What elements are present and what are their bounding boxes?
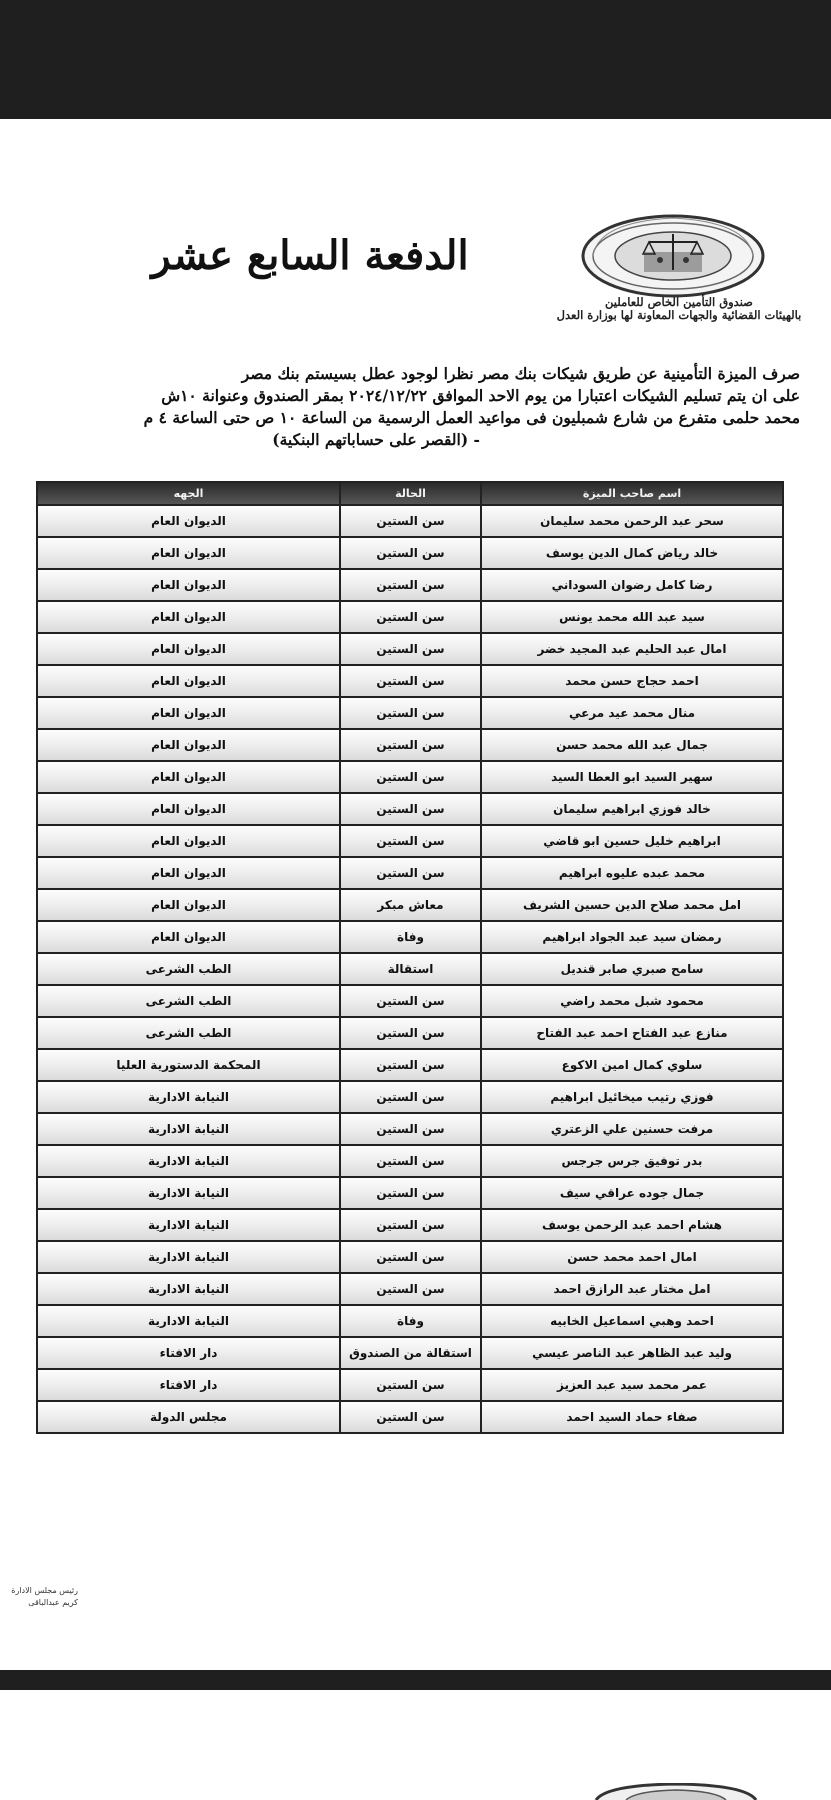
cell-name: احمد حجاج حسن محمد [481,665,783,697]
table-row [37,537,783,569]
announcement-text [30,363,800,451]
table-row [37,953,783,985]
cell-name: خالد فوزي ابراهيم سليمان [481,793,783,825]
cell-status: سن الستين [340,1209,481,1241]
cell-status: سن الستين [340,793,481,825]
cell-name: جمال عبد الله محمد حسن [481,729,783,761]
cell-name: صفاء حماد السيد احمد [481,1401,783,1433]
table-row [37,857,783,889]
header-status: الحالة [340,482,481,505]
cell-name: هشام احمد عبد الرحمن يوسف [481,1209,783,1241]
cell-name: امال احمد محمد حسن [481,1241,783,1273]
table-row [37,1113,783,1145]
cell-status: سن الستين [340,1177,481,1209]
cell-entity: المحكمة الدستورية العليا [37,1049,340,1081]
cell-name: ابراهيم خليل حسين ابو قاضي [481,825,783,857]
cell-name: امل مختار عبد الرازق احمد [481,1273,783,1305]
cell-entity: الديوان العام [37,729,340,761]
cell-status: سن الستين [340,1401,481,1433]
cell-entity: النيابة الادارية [37,1209,340,1241]
cell-entity: دار الافتاء [37,1369,340,1401]
cell-status: سن الستين [340,1273,481,1305]
cell-entity: الطب الشرعى [37,953,340,985]
cell-name: عمر محمد سيد عبد العزيز [481,1369,783,1401]
cell-name: فوزي رتيب ميخائيل ابراهيم [481,1081,783,1113]
cell-status: سن الستين [340,601,481,633]
announcement-line-2: على ان يتم تسليم الشيكات اعتبارا من يوم الاحد الموافق ٢٠٢٤/١٢/٢٢ بمقر الصندوق وعنوانة ١٠ش [161,386,800,405]
cell-entity: الديوان العام [37,761,340,793]
cell-name: منازع عبد الفتاح احمد عبد الفتاح [481,1017,783,1049]
cell-status: استقالة [340,953,481,985]
fund-name-line2: بالهيئات القضائية والجهات المعاونة لها بوزارة العدل [556,308,802,322]
cell-name: جمال جوده عراقي سيف [481,1177,783,1209]
announcement-line-1: صرف الميزة التأمينية عن طريق شيكات بنك مصر نظرا لوجود عطل بسيستم بنك مصر [241,364,800,383]
cell-entity: الديوان العام [37,601,340,633]
table-row [37,1209,783,1241]
cell-entity: دار الافتاء [37,1337,340,1369]
table-row [37,1305,783,1337]
announcement-line-3: محمد حلمى متفرع من شارع شمبليون فى مواعيد العمل الرسمية من الساعة ١٠ ص حتى الساعة ٤ م [143,408,800,427]
cell-entity: النيابة الادارية [37,1241,340,1273]
cell-status: سن الستين [340,1017,481,1049]
cell-entity: النيابة الادارية [37,1305,340,1337]
cell-name: مرفت حسنين علي الزعتري [481,1113,783,1145]
table-row [37,1337,783,1369]
cell-name: سلوي كمال امين الاكوع [481,1049,783,1081]
beneficiaries-table [36,481,784,1434]
table-row [37,601,783,633]
page-separator-band [0,1670,831,1690]
table-row [37,1369,783,1401]
cell-name: امال عبد الحليم عبد المجيد خضر [481,633,783,665]
table-row [37,697,783,729]
table-row [37,1017,783,1049]
table-row [37,1241,783,1273]
table-row [37,569,783,601]
cell-status: سن الستين [340,697,481,729]
cell-status: سن الستين [340,1369,481,1401]
cell-entity: الديوان العام [37,921,340,953]
table-row [37,1177,783,1209]
cell-entity: النيابة الادارية [37,1177,340,1209]
cell-name: محمد عبده عليوه ابراهيم [481,857,783,889]
signature-block [8,1585,78,1609]
cell-entity: الديوان العام [37,633,340,665]
table-row [37,825,783,857]
cell-name: سامح صبري صابر قنديل [481,953,783,985]
cell-name: وليد عبد الظاهر عبد الناصر عيسي [481,1337,783,1369]
cell-entity: الديوان العام [37,825,340,857]
cell-entity: مجلس الدولة [37,1401,340,1433]
table-row [37,889,783,921]
cell-name: بدر توفيق جرس جرجس [481,1145,783,1177]
cell-name: محمود شبل محمد راضي [481,985,783,1017]
cell-status: سن الستين [340,857,481,889]
cell-name: سهير السيد ابو العطا السيد [481,761,783,793]
page-title: الدفعة السابع عشر [151,232,469,279]
signature-name: كريم عبدالباقى [28,1598,78,1607]
cell-status: معاش مبكر [340,889,481,921]
table-row [37,1401,783,1433]
table-header-row [37,482,783,505]
cell-name: رضا كامل رضوان السوداني [481,569,783,601]
cell-status: سن الستين [340,665,481,697]
table-row [37,1145,783,1177]
cell-entity: الديوان العام [37,537,340,569]
cell-entity: الديوان العام [37,793,340,825]
cell-entity: النيابة الادارية [37,1273,340,1305]
table-row [37,1049,783,1081]
table-row [37,761,783,793]
fund-name-line1: صندوق التأمين الخاص للعاملين [605,295,753,309]
cell-status: سن الستين [340,1113,481,1145]
cell-entity: الديوان العام [37,505,340,537]
cell-status: سن الستين [340,761,481,793]
cell-name: احمد وهبي اسماعيل الخابيه [481,1305,783,1337]
cell-status: سن الستين [340,1081,481,1113]
signature-role: رئيس مجلس الادارة [11,1586,78,1595]
cell-status: سن الستين [340,729,481,761]
table-row [37,1273,783,1305]
cell-entity: الديوان العام [37,857,340,889]
cell-entity: الطب الشرعى [37,1017,340,1049]
table-row [37,1081,783,1113]
cell-status: سن الستين [340,537,481,569]
cell-entity: الديوان العام [37,665,340,697]
cell-status: سن الستين [340,1241,481,1273]
cell-name: منال محمد عيد مرعي [481,697,783,729]
next-page-logo-fragment [586,1783,766,1800]
table-row [37,505,783,537]
header-entity: الجهه [37,482,340,505]
cell-status: سن الستين [340,1145,481,1177]
cell-entity: النيابة الادارية [37,1081,340,1113]
cell-name: امل محمد صلاح الدين حسين الشريف [481,889,783,921]
top-black-band [0,0,831,119]
header-name: اسم صاحب الميزة [481,482,783,505]
cell-status: سن الستين [340,633,481,665]
table-row [37,793,783,825]
cell-name: سحر عبد الرحمن محمد سليمان [481,505,783,537]
table-row [37,921,783,953]
cell-status: استقالة من الصندوق [340,1337,481,1369]
cell-status: وفاة [340,921,481,953]
cell-name: خالد رياض كمال الدين يوسف [481,537,783,569]
cell-status: سن الستين [340,825,481,857]
cell-status: وفاة [340,1305,481,1337]
announcement-line-4: - (القصر على حساباتهم البنكية) [272,430,480,449]
cell-entity: النيابة الادارية [37,1113,340,1145]
cell-entity: الديوان العام [37,697,340,729]
cell-status: سن الستين [340,985,481,1017]
cell-name: رمضان سيد عبد الجواد ابراهيم [481,921,783,953]
cell-status: سن الستين [340,569,481,601]
table-row [37,665,783,697]
cell-entity: الديوان العام [37,569,340,601]
cell-entity: الطب الشرعى [37,985,340,1017]
cell-entity: النيابة الادارية [37,1145,340,1177]
table-row [37,729,783,761]
fund-name-caption [548,296,810,322]
cell-status: سن الستين [340,505,481,537]
cell-status: سن الستين [340,1049,481,1081]
table-row [37,633,783,665]
cell-name: سيد عبد الله محمد يونس [481,601,783,633]
cell-entity: الديوان العام [37,889,340,921]
table-row [37,985,783,1017]
